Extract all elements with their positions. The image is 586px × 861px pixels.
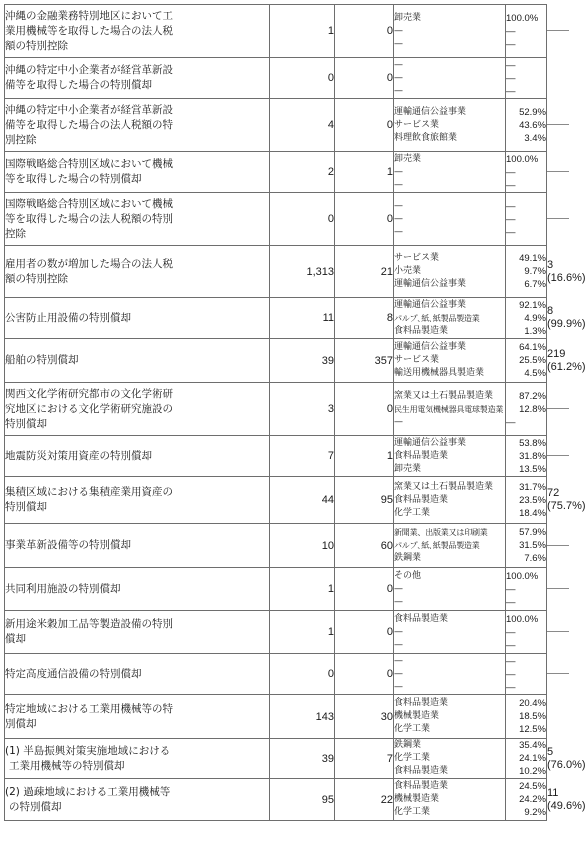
amount-cell: 22: [335, 779, 394, 821]
industry-ratio: 1.3%: [524, 325, 546, 337]
industry-name: サービス業: [394, 119, 440, 130]
industry-name: 新聞業、出版業又は印刷業: [394, 528, 488, 537]
industry-name: 窯業又は土石製品製造業: [394, 481, 494, 492]
industry-cell: [394, 524, 506, 568]
table-row: [5, 383, 547, 436]
industry-name: 卸売業: [394, 153, 422, 164]
industry-cell: [394, 611, 506, 654]
industry-ratio: 24.1%: [519, 753, 546, 764]
dash-mark: [547, 631, 569, 632]
measure-name-line: 償却: [5, 633, 26, 645]
measure-name-line: 船舶の特別償却: [5, 354, 79, 366]
measure-name-cell: [5, 436, 270, 477]
industry-name: 化学工業: [394, 507, 431, 518]
measure-name-cell: [5, 5, 270, 58]
dash-mark: [547, 673, 569, 674]
industry-name: —: [394, 639, 403, 650]
measure-name-line: 沖縄の特定中小企業者が経営革新設: [5, 103, 173, 116]
industry-ratio: 49.1%: [519, 253, 546, 264]
industry-name: 化学工業: [394, 807, 431, 817]
ratio-cell: [506, 383, 547, 436]
industry-cell: [394, 436, 506, 477]
industry-cell: [394, 5, 506, 58]
industry-ratio: —: [506, 85, 516, 97]
industry-name: 食料品製造業: [394, 494, 449, 505]
industry-name: サービス業: [394, 253, 440, 263]
industry-ratio: 35.4%: [519, 740, 546, 751]
industry-name: 機械製造業: [394, 711, 440, 721]
industry-name: —: [394, 72, 403, 83]
measure-name-line: 控除: [5, 227, 26, 240]
industry-cell: [394, 695, 506, 739]
measure-name-line: 事業革新設備等の特別償却: [5, 539, 131, 551]
measure-name-cell: [5, 339, 270, 383]
industry-name: 運輸通信公益事業: [394, 437, 467, 448]
count-cell: 1: [270, 568, 335, 611]
amount-cell: 21: [335, 246, 394, 298]
industry-ratio: 3.4%: [524, 132, 546, 144]
amount-cell: 30: [335, 695, 394, 739]
ratio-cell: [506, 739, 547, 779]
industry-ratio: 9.7%: [524, 266, 546, 277]
measure-name-cell: [5, 246, 270, 298]
industry-ratio: 100.0%: [506, 570, 539, 582]
industry-ratio: 31.8%: [519, 450, 546, 462]
count-cell: 39: [270, 339, 335, 383]
ratio-cell: [506, 339, 547, 383]
measure-name-line: 別償却: [5, 717, 37, 730]
industry-name: —: [394, 179, 403, 190]
industry-name: —: [394, 213, 403, 224]
industry-name: —: [394, 655, 403, 666]
industry-name: 機械製造業: [394, 794, 440, 804]
industry-name: パルプ､紙､紙製品製造業: [394, 313, 480, 323]
industry-ratio: 64.1%: [519, 342, 546, 353]
industry-ratio: —: [506, 25, 516, 37]
industry-ratio: 9.2%: [524, 807, 546, 818]
measure-name-cell: [5, 524, 270, 568]
amount-cell: 0: [335, 611, 394, 654]
ratio-cell: [506, 611, 547, 654]
measure-name-line: 等を取得した場合の法人税額の特別: [5, 212, 173, 225]
industry-name: 料理飲食旅館業: [394, 132, 458, 143]
amount-cell: 0: [335, 5, 394, 58]
industry-ratio: 100.0%: [506, 153, 539, 165]
measure-name-line: 工業用機械等の特別償却: [9, 759, 125, 772]
amount-cell: 1: [335, 436, 394, 477]
industry-ratio: 18.5%: [519, 711, 546, 722]
industry-name: 食料品製造業: [394, 766, 449, 776]
tax-measures-table: [4, 4, 586, 821]
industry-ratio: 92.1%: [519, 299, 546, 311]
measure-name-line: 特別償却: [5, 417, 47, 430]
industry-ratio: 100.0%: [506, 613, 539, 625]
measure-name-line: 集積区域における集積産業用資産の: [5, 486, 173, 498]
industry-ratio: 31.7%: [519, 481, 546, 493]
measure-name-line: 特別償却: [5, 501, 47, 513]
industry-ratio: 4.5%: [524, 368, 546, 379]
industry-cell: [394, 193, 506, 246]
amount-cell: 0: [335, 58, 394, 99]
industry-cell: [394, 339, 506, 383]
amount-cell: 0: [335, 99, 394, 152]
measure-name-line: 雇用者の数が増加した場合の法人税: [5, 257, 173, 270]
industry-ratio: —: [506, 226, 516, 238]
table-row: [5, 58, 547, 99]
industry-ratio: 87.2%: [519, 390, 546, 402]
industry-ratio: —: [506, 59, 516, 71]
measure-name-cell: [5, 477, 270, 524]
amount-cell: 8: [335, 298, 394, 339]
amount-cell: 60: [335, 524, 394, 568]
industry-name: 運輸通信公益事業: [394, 299, 467, 310]
industry-cell: [394, 152, 506, 193]
table-row: 雇用者の数が増加した場合の法人税 額の特別控除 1,313 21 サービス業 小売業 運輸通信公益事業 49.1% 9.7% 6.7% 3 (16.6%): [5, 246, 547, 298]
industry-ratio: 53.8%: [519, 437, 546, 449]
industry-name: —: [394, 38, 403, 49]
count-cell: 1: [270, 611, 335, 654]
industry-cell: [394, 99, 506, 152]
industry-ratio: —: [506, 639, 516, 651]
table-row: [5, 193, 547, 246]
industry-cell: [394, 383, 506, 436]
industry-name: —: [394, 596, 403, 607]
ratio-cell: [506, 436, 547, 477]
industry-name: —: [394, 583, 403, 594]
count-cell: 1,313: [270, 246, 335, 298]
measure-name-line: 地震防災対策用資産の特別償却: [5, 449, 152, 462]
industry-ratio: 18.4%: [519, 507, 546, 519]
industry-name: 輸送用機械器具製造業: [394, 368, 485, 378]
industry-ratio: 43.6%: [519, 119, 546, 131]
industry-ratio: 57.9%: [519, 527, 546, 538]
measure-name-line: 究地区における文化学術研究施設の: [5, 402, 173, 415]
table-body: [5, 5, 586, 821]
ratio-cell: [506, 5, 547, 58]
table-row: [5, 654, 547, 695]
industry-ratio: 100.0%: [506, 12, 539, 24]
ratio-cell: [506, 654, 547, 695]
industry-name: —: [394, 25, 403, 36]
count-cell: 7: [270, 436, 335, 477]
count-cell: 95: [270, 779, 335, 821]
industry-ratio: 52.9%: [519, 106, 546, 118]
ratio-cell: [506, 524, 547, 568]
industry-ratio: 24.5%: [519, 781, 546, 792]
ratio-cell: [506, 246, 547, 298]
industry-ratio: 12.8%: [519, 403, 546, 415]
measure-name-line: 業用機械等を取得した場合の法人税: [5, 24, 173, 37]
measure-name-line: 特定高度通信設備の特別償却: [5, 667, 142, 680]
table-row: [5, 152, 547, 193]
measure-name-cell: [5, 739, 270, 779]
measure-name-line: 共同利用施設の特別償却: [5, 582, 121, 595]
industry-ratio: —: [506, 38, 516, 50]
dash-mark: [547, 171, 569, 172]
measure-name-cell: [5, 383, 270, 436]
industry-name: 食料品製造業: [394, 613, 449, 624]
measure-name-line: 額の特別控除: [5, 272, 68, 285]
industry-name: 窯業又は土石製品製造業: [394, 390, 494, 401]
industry-ratio: —: [506, 416, 516, 428]
count-cell: 3: [270, 383, 335, 436]
industry-ratio: 6.7%: [524, 279, 546, 290]
ratio-cell: [506, 695, 547, 739]
table-row: 公害防止用設備の特別償却 11 8 運輸通信公益事業 パルプ､紙､紙製品製造業 食料品製造業 92.1% 4.9% 1.3% 8 (99.9%): [5, 299, 586, 337]
table-row: 集積区域における集積産業用資産の 特別償却 44 95 窯業又は土石製品製造業 食料品製造業 化学工業 31.7% 23.5% 18.4% 72 (75.7%): [5, 477, 547, 524]
measure-name-cell: [5, 99, 270, 152]
table-row: [5, 568, 547, 611]
amount-cell: 1: [335, 152, 394, 193]
table-row: [5, 524, 547, 568]
ratio-cell: [506, 99, 547, 152]
industry-name: 食料品製造業: [394, 698, 449, 708]
industry-cell: [394, 246, 506, 298]
industry-ratio: —: [506, 213, 516, 225]
measure-name-line: 沖縄の金融業務特別地区において工: [5, 9, 173, 22]
measure-name-cell: [5, 58, 270, 99]
measure-name-cell: [5, 298, 270, 339]
industry-ratio: 4.9%: [524, 312, 546, 324]
industry-name: 食料品製造業: [394, 781, 449, 791]
ratio-cell: [506, 298, 547, 339]
industry-name: 民生用電気機械器具電球製造業: [394, 404, 504, 414]
industry-name: —: [394, 626, 403, 637]
industry-ratio: —: [506, 596, 516, 608]
industry-ratio: 10.2%: [519, 766, 546, 777]
industry-cell: [394, 739, 506, 779]
industry-ratio: —: [506, 583, 516, 595]
industry-ratio: —: [506, 179, 516, 191]
industry-name: —: [394, 226, 403, 237]
measure-name-line: 関西文化学術研究都市の文化学術研: [5, 387, 173, 400]
industry-ratio: —: [506, 166, 516, 178]
measure-name-line: (1) 半島振興対策実施地域における: [5, 744, 171, 757]
ratio-cell: [506, 568, 547, 611]
measure-name-cell: [5, 695, 270, 739]
count-cell: 10: [270, 524, 335, 568]
industry-name: その他: [394, 570, 422, 581]
industry-cell: [394, 298, 506, 339]
industry-ratio: 31.5%: [519, 540, 546, 551]
industry-name: 化学工業: [394, 753, 431, 763]
amount-cell: 0: [335, 654, 394, 695]
measure-name-line: の特別償却: [9, 800, 62, 813]
measure-name-line: (2) 過疎地域における工業用機械等: [5, 785, 171, 798]
industry-name: 食料品製造業: [394, 325, 449, 336]
industry-name: 運輸通信公益事業: [394, 342, 467, 352]
dash-mark: [547, 455, 569, 456]
industry-cell: [394, 779, 506, 821]
industry-ratio: —: [506, 681, 516, 693]
industry-cell: [394, 58, 506, 99]
industry-name: サービス業: [394, 355, 440, 365]
dash-mark: [547, 30, 569, 31]
industry-ratio: —: [506, 200, 516, 212]
dash-mark: [547, 588, 569, 589]
industry-name: 小売業: [394, 266, 422, 276]
amount-cell: 0: [335, 568, 394, 611]
amount-cell: 0: [335, 193, 394, 246]
count-cell: 1: [270, 5, 335, 58]
count-cell: 0: [270, 58, 335, 99]
dash-mark: [547, 408, 569, 409]
measure-name-cell: [5, 654, 270, 695]
amount-cell: 0: [335, 383, 394, 436]
measure-name-line: 特定地域における工業用機械等の特: [5, 702, 173, 715]
dash-mark: [547, 124, 569, 125]
measure-name-line: 等を取得した場合の特別償却: [5, 173, 142, 185]
count-cell: 2: [270, 152, 335, 193]
industry-ratio: —: [506, 668, 516, 680]
industry-name: 運輸通信公益事業: [394, 106, 467, 117]
ratio-cell: [506, 477, 547, 524]
industry-cell: [394, 568, 506, 611]
industry-name: —: [394, 85, 403, 96]
measure-name-cell: [5, 568, 270, 611]
industry-name: 食料品製造業: [394, 450, 449, 461]
amount-cell: 95: [335, 477, 394, 524]
industry-name: —: [394, 59, 403, 70]
industry-name: パルプ､紙､紙製品製造業: [394, 541, 480, 550]
measure-name-cell: [5, 193, 270, 246]
industry-ratio: —: [506, 72, 516, 84]
industry-name: 化学工業: [394, 724, 431, 734]
industry-ratio: —: [506, 655, 516, 667]
measure-name-cell: [5, 152, 270, 193]
industry-cell: [394, 654, 506, 695]
count-cell: 11: [270, 298, 335, 339]
count-cell: 44: [270, 477, 335, 524]
count-cell: 0: [270, 193, 335, 246]
measure-name-line: 沖縄の特定中小企業者が経営革新設: [5, 64, 173, 76]
table-row: [5, 611, 547, 654]
industry-name: 鉄鋼業: [394, 553, 422, 563]
industry-name: —: [394, 166, 403, 177]
industry-cell: [394, 477, 506, 524]
table-row: 船舶の特別償却 39 357 運輸通信公益事業 サービス業 輸送用機械器具製造業 64.1% 25.5% 4.5% 219 (61.2%): [5, 339, 547, 383]
industry-name: 卸売業: [394, 463, 422, 474]
table-row: [5, 5, 547, 58]
measure-name-line: 新用途米穀加工品等製造設備の特別: [5, 618, 173, 630]
ratio-cell: [506, 193, 547, 246]
dash-mark: [547, 545, 569, 546]
measure-name-line: 国際戦略総合特別区域において機械: [5, 158, 173, 170]
ratio-cell: [506, 152, 547, 193]
measure-name-cell: [5, 611, 270, 654]
industry-name: —: [394, 200, 403, 211]
industry-name: 卸売業: [394, 12, 422, 23]
table-row: [5, 99, 547, 152]
table-row: (2) 過疎地域における工業用機械等 の特別償却 95 22 食料品製造業 機械製造業 化学工業 24.5% 24.2% 9.2% 11 (49.6%): [5, 779, 547, 821]
amount-cell: 357: [335, 339, 394, 383]
industry-name: —: [394, 668, 403, 679]
ratio-cell: [506, 58, 547, 99]
count-cell: 39: [270, 739, 335, 779]
industry-name: 鉄鋼業: [394, 740, 422, 750]
measure-name-line: 備等を取得した場合の特別償却: [5, 79, 152, 91]
industry-ratio: 13.5%: [519, 463, 546, 475]
table-row: [5, 695, 547, 739]
measure-name-line: 別控除: [5, 133, 37, 146]
measure-name-line: 公害防止用設備の特別償却: [5, 311, 131, 324]
industry-name: —: [394, 681, 403, 692]
ratio-cell: [506, 779, 547, 821]
industry-ratio: —: [506, 626, 516, 638]
measure-name-line: 額の特別控除: [5, 39, 68, 52]
dash-mark: [547, 218, 569, 219]
count-cell: 0: [270, 654, 335, 695]
industry-ratio: 25.5%: [519, 355, 546, 366]
table-row: (1) 半島振興対策実施地域における 工業用機械等の特別償却 39 7 鉄鋼業 化学工業 食料品製造業 35.4% 24.1% 10.2% 5 (76.0%): [5, 740, 586, 777]
industry-ratio: 12.5%: [519, 724, 546, 735]
industry-ratio: 7.6%: [524, 553, 546, 564]
amount-cell: 7: [335, 739, 394, 779]
industry-name: —: [394, 416, 403, 427]
measure-name-line: 備等を取得した場合の法人税額の特: [5, 118, 173, 131]
count-cell: 143: [270, 695, 335, 739]
industry-name: 運輸通信公益事業: [394, 279, 467, 289]
measure-name-line: 国際戦略総合特別区域において機械: [5, 197, 173, 210]
industry-ratio: 20.4%: [519, 698, 546, 709]
table-row: [5, 436, 547, 477]
industry-ratio: 24.2%: [519, 794, 546, 805]
count-cell: 4: [270, 99, 335, 152]
measure-name-cell: [5, 779, 270, 821]
industry-ratio: 23.5%: [519, 494, 546, 506]
